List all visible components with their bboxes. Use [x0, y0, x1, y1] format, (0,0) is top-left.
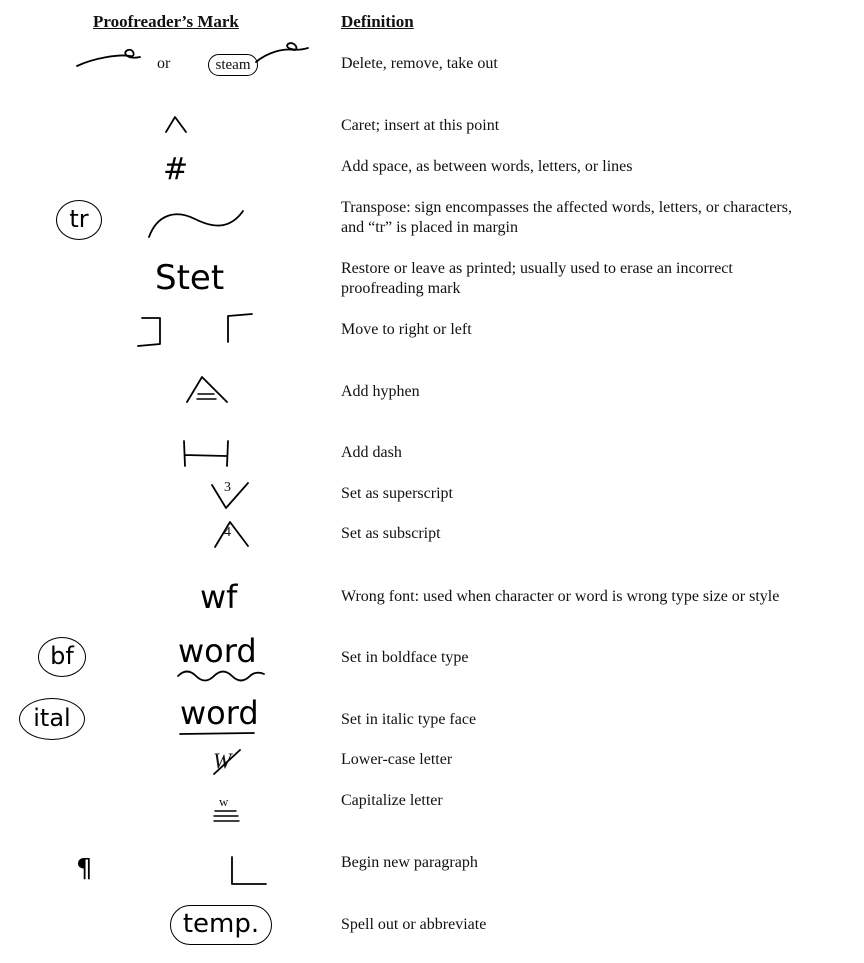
delete-loop-mark: [74, 40, 144, 70]
delete-circled-word: steam: [208, 54, 258, 76]
or-label: or: [157, 55, 171, 72]
definition-lowercase: Lower-case letter: [341, 751, 453, 768]
delete-tail-mark: [250, 38, 310, 68]
definition-paragraph: Begin new paragraph: [341, 854, 478, 871]
italic-underline: [178, 730, 258, 738]
definition-stet-1: Restore or leave as printed; usually used to erase an incorrect: [341, 260, 733, 277]
definition-delete: Delete, remove, take out: [341, 55, 498, 72]
definition-stet-2: proofreading mark: [341, 280, 461, 297]
hyphen-mark: [184, 372, 230, 406]
transpose-circle-tr: tr: [56, 200, 102, 240]
definition-dash: Add dash: [341, 444, 402, 461]
definition-caret: Caret; insert at this point: [341, 117, 500, 134]
transpose-curve-mark: [145, 205, 247, 241]
lowercase-slash-mark: [210, 748, 244, 776]
definition-move: Move to right or left: [341, 321, 472, 338]
dash-mark: [180, 437, 234, 469]
space-mark: #: [163, 152, 189, 187]
caret-mark: [164, 113, 190, 135]
bold-word-mark: word: [178, 632, 257, 670]
bold-circle-bf: bf: [38, 637, 86, 677]
paragraph-mark: ¶: [76, 854, 93, 884]
definition-transpose-2: and “tr” is placed in margin: [341, 219, 518, 236]
definition-hyphen: Add hyphen: [341, 383, 420, 400]
wrong-font-mark: wf: [200, 578, 238, 616]
abbreviate-circled-word: temp.: [170, 905, 272, 945]
definition-transpose-1: Transpose: sign encompasses the affected words, letters, or characters,: [341, 199, 792, 216]
superscript-mark: [210, 481, 252, 511]
move-left-bracket-mark: [222, 310, 256, 344]
definition-bold: Set in boldface type: [341, 649, 469, 666]
superscript-number: 3: [224, 480, 231, 495]
capitalize-underline-mark: [212, 808, 242, 824]
definition-space: Add space, as between words, letters, or lines: [341, 158, 633, 175]
definition-superscript: Set as superscript: [341, 485, 453, 502]
italic-word-mark: word: [180, 694, 259, 732]
definition-italic: Set in italic type face: [341, 711, 477, 728]
definition-subscript: Set as subscript: [341, 525, 441, 542]
subscript-number: 4: [224, 525, 231, 540]
stet-mark: Stet: [155, 258, 225, 298]
definition-abbreviate: Spell out or abbreviate: [341, 916, 487, 933]
move-right-bracket-mark: [136, 314, 166, 348]
definition-wrong-font: Wrong font: used when character or word is wrong type size or style: [341, 588, 780, 605]
subscript-mark: [212, 518, 252, 550]
italic-circle-ital: ital: [19, 698, 85, 740]
bold-wavy-underline: [176, 668, 266, 682]
definition-capitalize: Capitalize letter: [341, 792, 443, 809]
capitalize-letter: w: [219, 794, 229, 809]
lowercase-letter: W: [213, 748, 232, 773]
header-mark: Proofreader’s Mark: [93, 12, 239, 31]
header-definition: Definition: [341, 12, 414, 31]
paragraph-corner-mark: [226, 854, 270, 888]
